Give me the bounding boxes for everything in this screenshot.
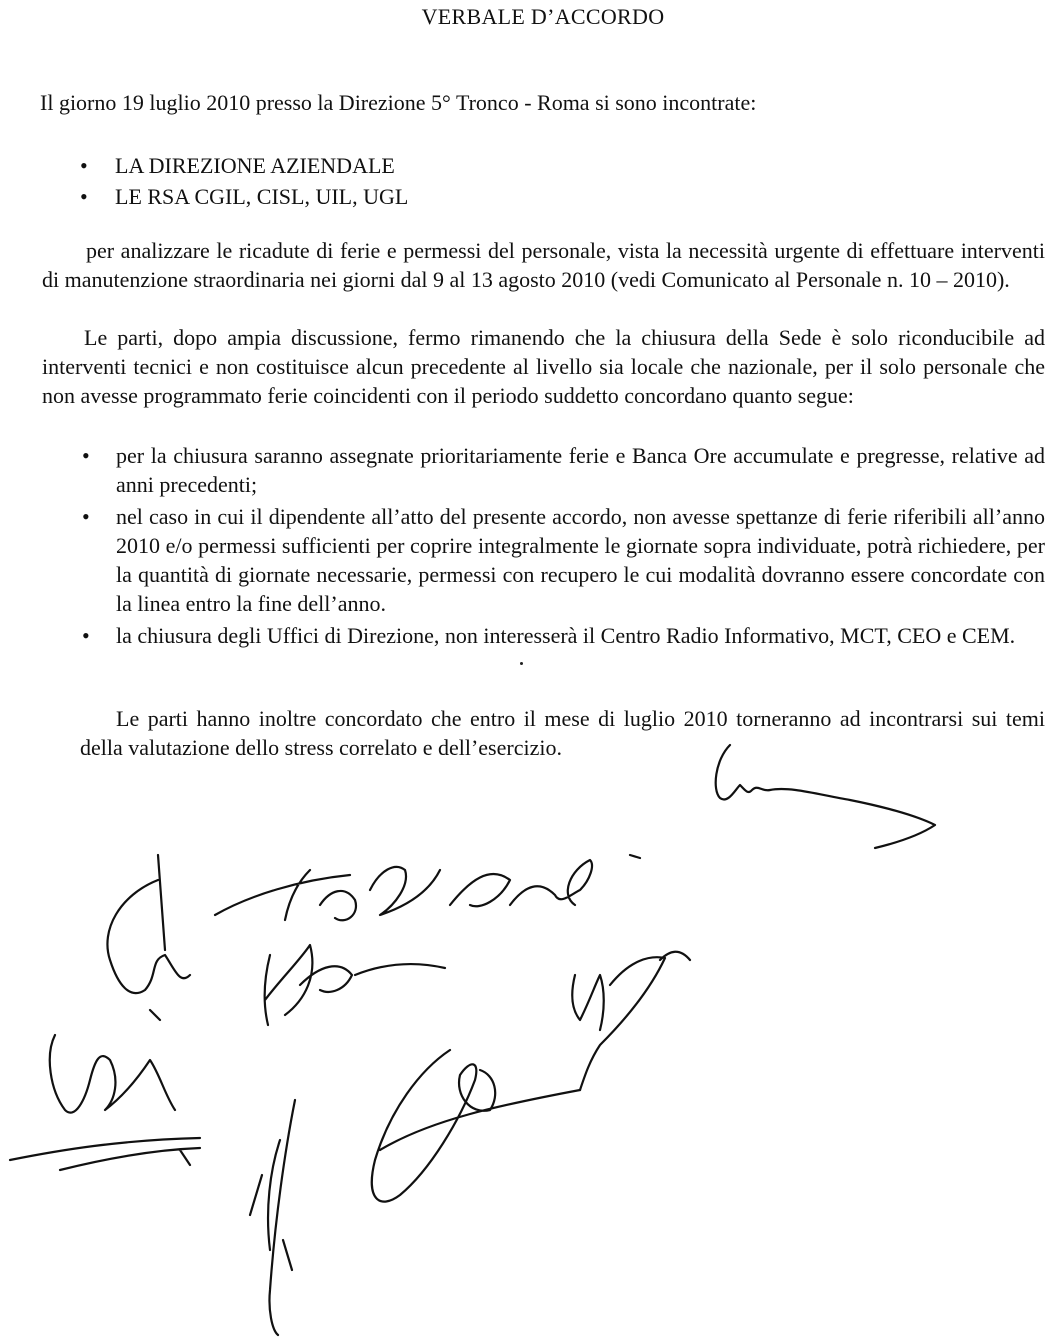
- party-item: • LA DIREZIONE AZIENDALE: [80, 150, 408, 181]
- signature-7: [372, 1050, 580, 1202]
- signature-3: [107, 855, 190, 1020]
- signature-6: [10, 1035, 200, 1170]
- document-title: VERBALE D’ACCORDO: [421, 4, 665, 29]
- paragraph-purpose: per analizzare le ricadute di ferie e permessi del personale, vista la necessità urgente di effettuare interventi di manutenzione straordinaria nei giorni dal 9 al 13 agosto 2010 (vedi Comunicato al Personale n. 10 – 2010).: [42, 238, 1045, 292]
- agreement-item: • la chiusura degli Uffici di Direzione, non interesserà il Centro Radio Informativo, MCT, CEO e CEM.: [82, 621, 1045, 650]
- parties-list: [80, 150, 408, 212]
- agreement-item: • per la chiusura saranno assegnate prioritariamente ferie e Banca Ore accumulate e pregresse, relative ad anni precedenti;: [82, 441, 1045, 499]
- signature-2: [215, 855, 640, 920]
- party-item: • LE RSA CGIL, CISL, UIL, UGL: [80, 181, 408, 212]
- paragraph-closing: Le parti hanno inoltre concordato che entro il mese di luglio 2010 torneranno ad incontrarsi sui temi della valutazione dello stress correlato e dell’esercizio.: [80, 706, 1045, 760]
- signature-4: [265, 945, 445, 1025]
- intro-line: Il giorno 19 luglio 2010 presso la Direzione 5° Tronco - Roma si sono incontrate:: [40, 90, 757, 115]
- paragraph-agreement-intro: Le parti, dopo ampia discussione, fermo rimanendo che la chiusura della Sede è solo riconducibile ad interventi tecnici e non costituisce alcun precedente al livello sia locale che nazionale, per il solo personale che non avesse programmato ferie coincidenti con il periodo suddetto concordano quanto segue:: [42, 325, 1045, 408]
- agreements-list: [82, 441, 1045, 650]
- signature-5: [572, 952, 690, 1090]
- stray-mark: [520, 662, 523, 665]
- agreement-item: • nel caso in cui il dipendente all’atto del presente accordo, non avesse spettanze di ferie riferibili all’anno 2010 e/o permessi sufficienti per coprire integralmente le giornate sopra individuate, potrà richiedere, per la quantità di giornate necessarie, permessi con recupero le cui modalità dovranno essere concordate con la linea entro la fine dell’anno.: [82, 502, 1045, 618]
- signature-8: [250, 1100, 295, 1335]
